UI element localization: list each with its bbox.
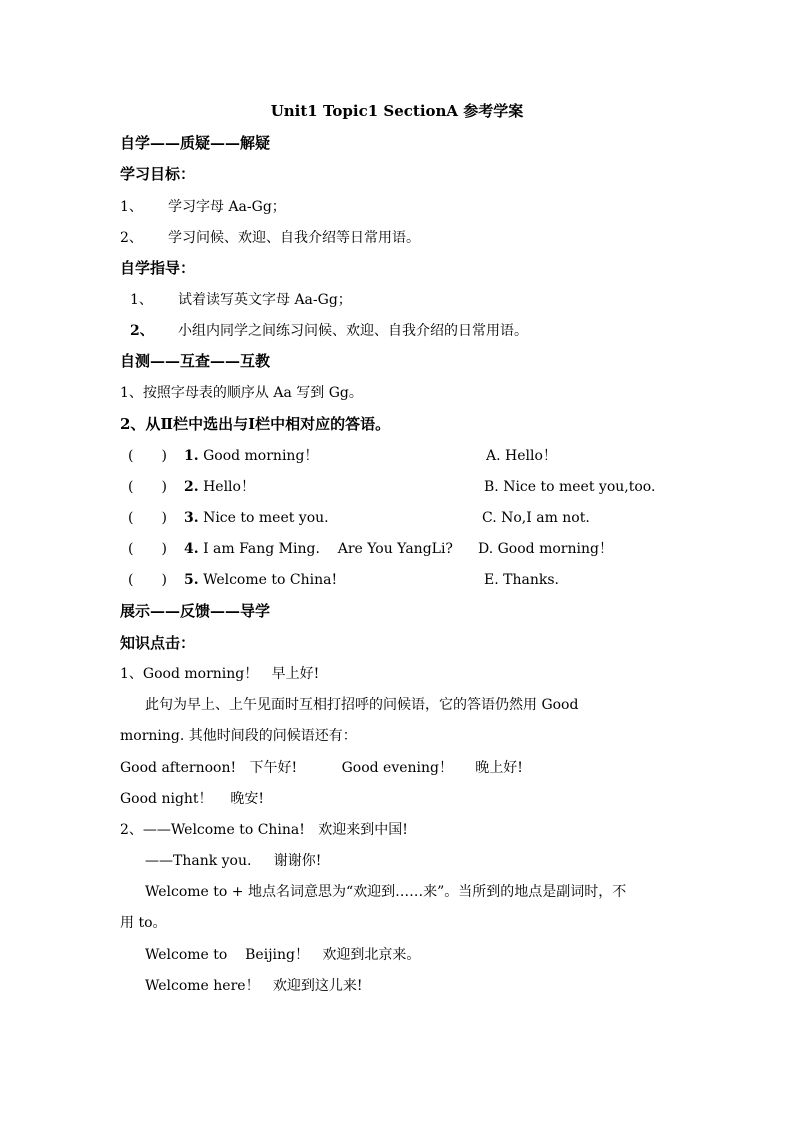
answer-option: B. Nice to meet you,too. <box>484 479 656 495</box>
answer-option: E. Thanks. <box>484 572 559 588</box>
matching-row <box>128 570 337 590</box>
answer-bracket: ( ) <box>128 479 167 495</box>
question-number: 5. <box>184 572 199 588</box>
goal-number: 1、 <box>120 199 143 215</box>
guide-item <box>130 321 528 341</box>
question-number: 4. <box>184 541 199 557</box>
question-text: Welcome to China! <box>203 572 338 588</box>
guide-number: 2、 <box>130 323 154 339</box>
guide-heading: 自学指导： <box>120 259 196 277</box>
guide-number: 1、 <box>130 292 153 308</box>
page-title: Unit1 Topic1 SectionA 参考学案 <box>270 102 524 120</box>
point-2-paragraph-line: 用 to。 <box>120 915 167 931</box>
section-heading-self-test: 自测——互查——互教 <box>120 352 271 370</box>
goal-text: 学习字母 Aa-Gg； <box>168 199 286 215</box>
matching-row <box>128 508 329 528</box>
point-2-paragraph-line: Welcome to + 地点名词意思为“欢迎到……来”。当所到的地点是副词时，不 <box>145 884 627 900</box>
point-2-example-line: Welcome to Beijing！ 欢迎到北京来。 <box>145 947 421 963</box>
goal-number: 2、 <box>120 230 143 246</box>
section-heading-self-study: 自学——质疑——解疑 <box>120 134 271 152</box>
answer-bracket: ( ) <box>128 448 167 464</box>
goal-text: 学习问候、欢迎、自我介绍等日常用语。 <box>168 230 420 246</box>
greeting-examples-line: Good night！ 晚安! <box>120 791 264 807</box>
goals-heading: 学习目标： <box>120 165 196 183</box>
question-text: Good morning！ <box>203 448 319 464</box>
point-2-dialogue-line: ——Thank you. 谢谢你! <box>145 853 322 869</box>
guide-item <box>130 290 352 310</box>
answer-option: A. Hello！ <box>486 448 557 464</box>
answer-option: D. Good morning！ <box>478 541 613 557</box>
answer-bracket: ( ) <box>128 510 167 526</box>
guide-text: 试着读写英文字母 Aa-Gg； <box>178 292 352 308</box>
question-number: 3. <box>184 510 199 526</box>
question-number: 1. <box>184 448 199 464</box>
question-number: 2. <box>184 479 199 495</box>
point-1-paragraph-line: 此句为早上、上午见面时互相打招呼的问候语，它的答语仍然用 Good <box>145 697 579 713</box>
answer-bracket: ( ) <box>128 541 167 557</box>
greeting-examples-line: Good afternoon! 下午好! Good evening！ 晚上好! <box>120 760 523 776</box>
section-heading-showcase: 展示——反馈——导学 <box>120 602 271 620</box>
guide-text: 小组内同学之间练习问候、欢迎、自我介绍的日常用语。 <box>178 323 528 339</box>
exercise-item-2: 2、从Ⅱ栏中选出与Ⅰ栏中相对应的答语。 <box>120 415 391 433</box>
point-2-example-line: Welcome here！ 欢迎到这儿来! <box>145 978 363 994</box>
knowledge-points-heading: 知识点击： <box>120 634 196 652</box>
answer-bracket: ( ) <box>128 572 167 588</box>
goal-item <box>120 197 286 217</box>
point-1-title: 1、Good morning！ 早上好! <box>120 666 320 682</box>
matching-row <box>128 477 255 497</box>
matching-row <box>128 446 318 466</box>
question-text: Hello！ <box>203 479 255 495</box>
question-text: Nice to meet you. <box>203 510 329 526</box>
goal-item <box>120 228 420 248</box>
point-2-dialogue-line: 2、——Welcome to China! 欢迎来到中国! <box>120 822 408 838</box>
matching-row <box>128 539 453 559</box>
point-1-paragraph-line: morning. 其他时间段的问候语还有： <box>120 728 357 744</box>
exercise-item-1: 1、按照字母表的顺序从 Aa 写到 Gg。 <box>120 385 363 401</box>
question-text: I am Fang Ming. Are You YangLi? <box>203 541 453 557</box>
answer-option: C. No,I am not. <box>482 510 590 526</box>
